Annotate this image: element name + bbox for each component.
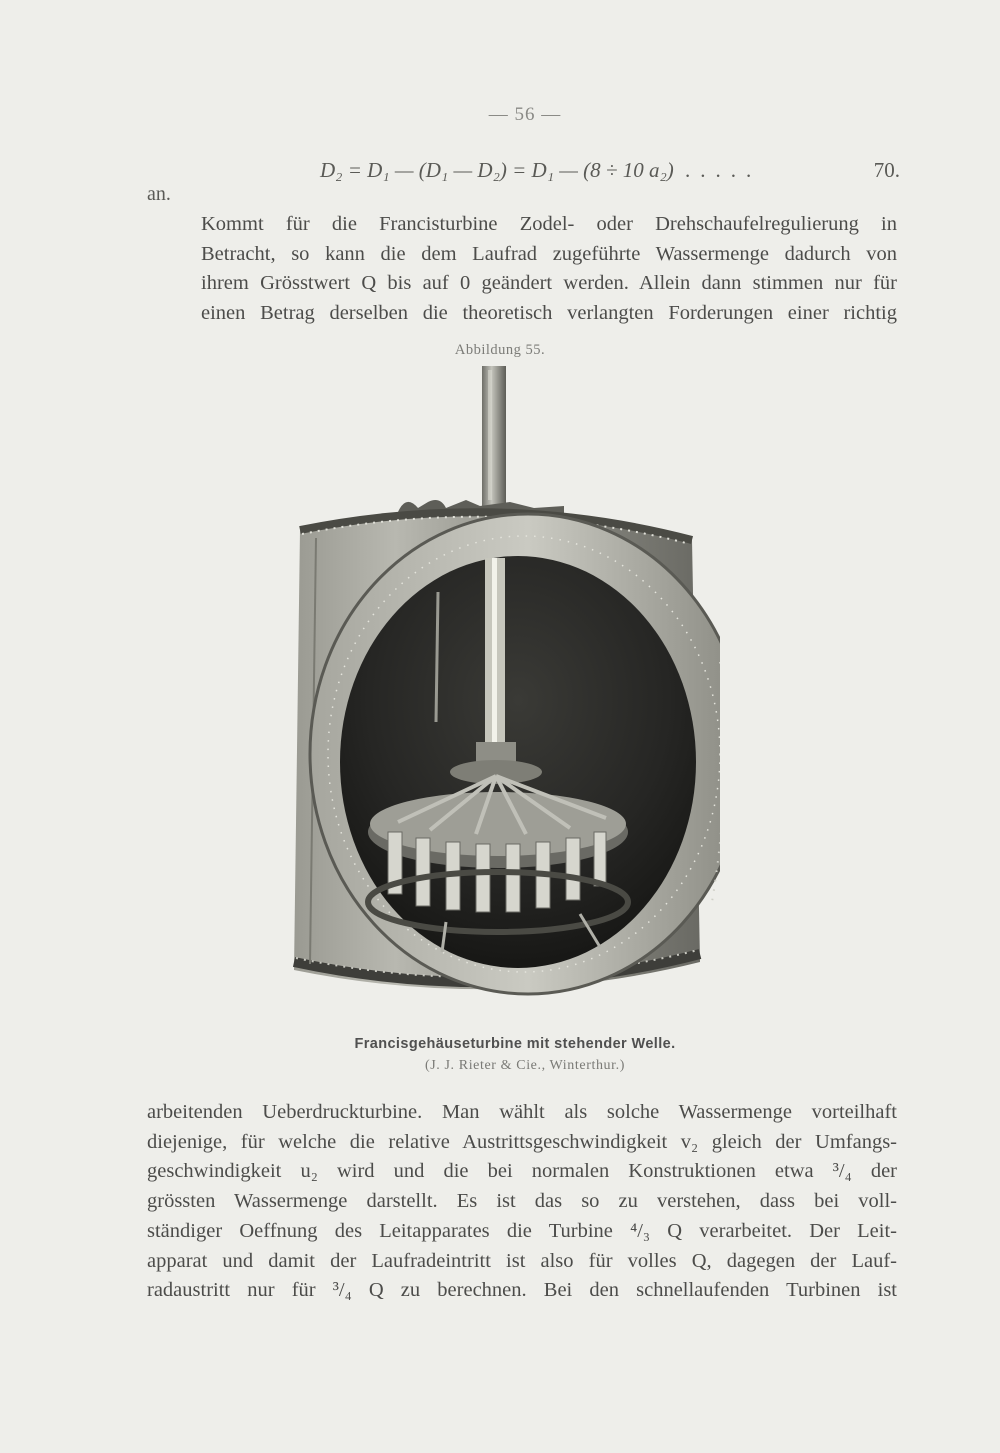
text-line: Kommt für die Francisturbine Zodel- oder Drehschaufelregulierung in xyxy=(201,213,897,235)
text-line: diejenige, für welche die relative Austrittsgeschwindigkeit v₂ gleich der Umfangs- xyxy=(147,1130,897,1153)
text-line: ihrem Grösstwert Q bis auf 0 geändert werden. Allein dann stimmen nur für xyxy=(201,272,897,295)
text-line: einen Betrag derselben die theoretisch verlangten Forderungen einer richtig xyxy=(201,302,897,325)
figure-label: Abbildung 55. xyxy=(454,342,546,358)
equation-continuation: an. xyxy=(147,183,171,205)
turbine-photograph xyxy=(280,362,720,1014)
text-line: Betracht, so kann die dem Laufrad zugeführte Wassermenge dadurch von xyxy=(201,242,897,265)
paragraph-1 xyxy=(147,210,897,329)
page-number: — 56 — xyxy=(488,104,562,125)
equation-number: 70. xyxy=(873,158,900,182)
equation-formula: D₂ = D₁ — (D₁ — D₂) = D₁ — (8 ÷ 10 a₂) xyxy=(320,158,674,182)
text-line: ständiger Oeffnung des Leitapparates die Turbine ⁴/₃ Q verarbeitet. Der Leit- xyxy=(147,1219,897,1242)
text-line: arbeitenden Ueberdruckturbine. Man wählt als solche Wassermenge vorteilhaft xyxy=(147,1101,897,1123)
text-line: apparat und damit der Laufradeintritt ist also für volles Q, dagegen der Lauf- xyxy=(147,1249,897,1272)
text-line: grössten Wassermenge darstellt. Es ist das so zu verstehen, dass bei voll- xyxy=(147,1190,897,1213)
figure-caption-title: Francisgehäuseturbine mit stehender Welle. xyxy=(354,1036,676,1052)
equation-leader-dots: ..... xyxy=(685,158,762,182)
figure-caption-source: (J. J. Rieter & Cie., Winterthur.) xyxy=(425,1058,625,1073)
text-line: geschwindigkeit u₂ wird und die bei normalen Konstruktionen etwa ³/₄ der xyxy=(147,1160,897,1183)
equation xyxy=(320,158,900,183)
shaft xyxy=(482,366,506,506)
paragraph-2 xyxy=(147,1098,897,1306)
text-line: radaustritt nur für ³/₄ Q zu berechnen. Bei den schnellaufenden Turbinen ist xyxy=(147,1279,897,1302)
